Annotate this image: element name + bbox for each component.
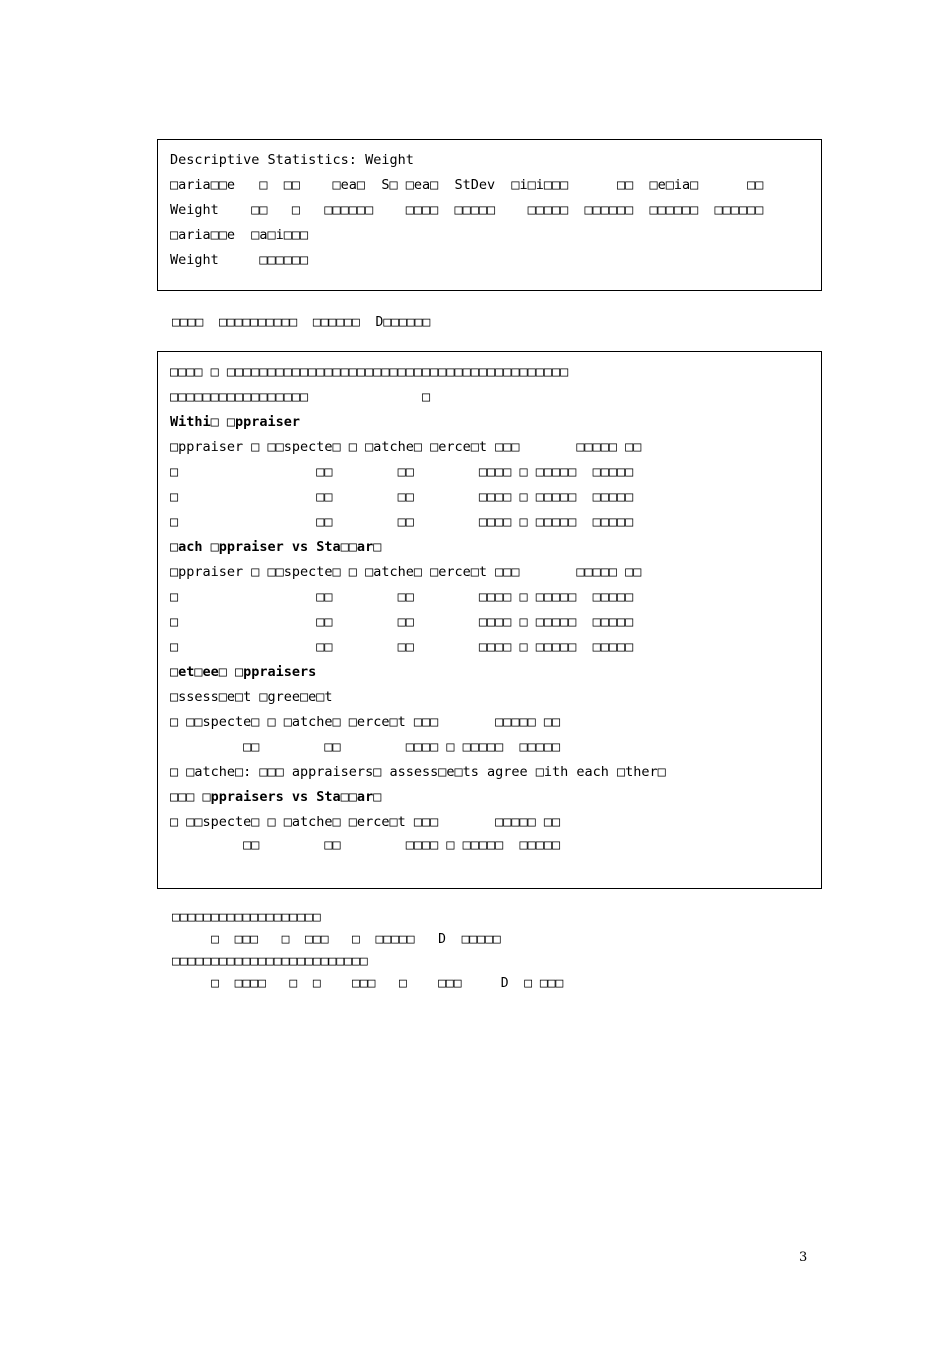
section-heading-between-appraisers: □et□ee□ □ppraisers <box>170 664 317 680</box>
table-row: □ □□ □□ □□□□ □ □□□□□ □□□□□ <box>170 489 634 505</box>
table-row: □ □□ □□ □□□□ □ □□□□□ □□□□□ <box>170 614 634 630</box>
table-row: □ □□ □□ □□□□ □ □□□□□ □□□□□ <box>170 514 634 530</box>
box1-line-5: Weight □□□□□□ <box>170 252 309 268</box>
question-1-options: □ □□□ □ □□□ □ □□□□□ D □□□□□ <box>172 932 501 947</box>
box2-line-15: □ □□specte□ □ □atche□ □erce□t □□□ □□□□□ □□ <box>170 714 561 730</box>
box2-line-17: □ □atche□: □□□ appraisers□ assess□e□ts agree □ith each □ther□ <box>170 764 666 780</box>
box2-line-4: □ppraiser □ □□specte□ □ □atche□ □erce□t □□□ □□□□□ □□ <box>170 439 642 455</box>
box1-line-1: Descriptive Statistics: Weight <box>170 152 414 168</box>
box1-line-3: Weight □□ □ □□□□□□ □□□□ □□□□□ □□□□□ □□□□□□ □□□□□□ □□□□□□ <box>170 202 764 218</box>
table-row: □□ □□ □□□□ □ □□□□□ □□□□□ <box>170 739 561 755</box>
box2-line-14: □ssess□e□t □gree□e□t <box>170 689 333 705</box>
answer-options-line: □□□□ □□□□□□□□□□ □□□□□□ D□□□□□□ <box>172 315 431 330</box>
table-row: □ □□ □□ □□□□ □ □□□□□ □□□□□ <box>170 639 634 655</box>
box2-line-2: □□□□□□□□□□□□□□□□□ □ <box>170 389 431 405</box>
box2-line-19: □ □□specte□ □ □atche□ □erce□t □□□ □□□□□ □□ <box>170 814 561 830</box>
table-row: □ □□ □□ □□□□ □ □□□□□ □□□□□ <box>170 589 634 605</box>
box2-line-1: □□□□ □ □□□□□□□□□□□□□□□□□□□□□□□□□□□□□□□□□□□□□□□□□□ <box>170 364 569 380</box>
box2-line-9: □ppraiser □ □□specte□ □ □atche□ □erce□t □□□ □□□□□ □□ <box>170 564 642 580</box>
table-row: □□ □□ □□□□ □ □□□□□ □□□□□ <box>170 837 561 853</box>
box1-line-4: □aria□□e □a□i□□□ <box>170 227 309 243</box>
question-2: □□□□□□□□□□□□□□□□□□□□□□□□□ <box>172 954 368 969</box>
question-2-options: □ □□□□ □ □ □□□ □ □□□ D □ □□□ <box>172 976 564 991</box>
descriptive-statistics-box <box>157 139 822 291</box>
section-heading-within-appraiser: Withi□ □ppraiser <box>170 414 301 430</box>
table-row: □ □□ □□ □□□□ □ □□□□□ □□□□□ <box>170 464 634 480</box>
attribute-agreement-box <box>157 351 822 889</box>
section-heading-all-appraisers-vs-standard: □□□ □ppraisers vs Sta□□ar□ <box>170 789 382 805</box>
question-1: □□□□□□□□□□□□□□□□□□□ <box>172 910 321 925</box>
page-number: 3 <box>799 1250 808 1265</box>
section-heading-each-appraiser-vs-standard: □ach □ppraiser vs Sta□□ar□ <box>170 539 382 555</box>
box1-line-2: □aria□□e □ □□ □ea□ S□ □ea□ StDev □i□i□□□ □□ □e□ia□ □□ <box>170 177 764 193</box>
